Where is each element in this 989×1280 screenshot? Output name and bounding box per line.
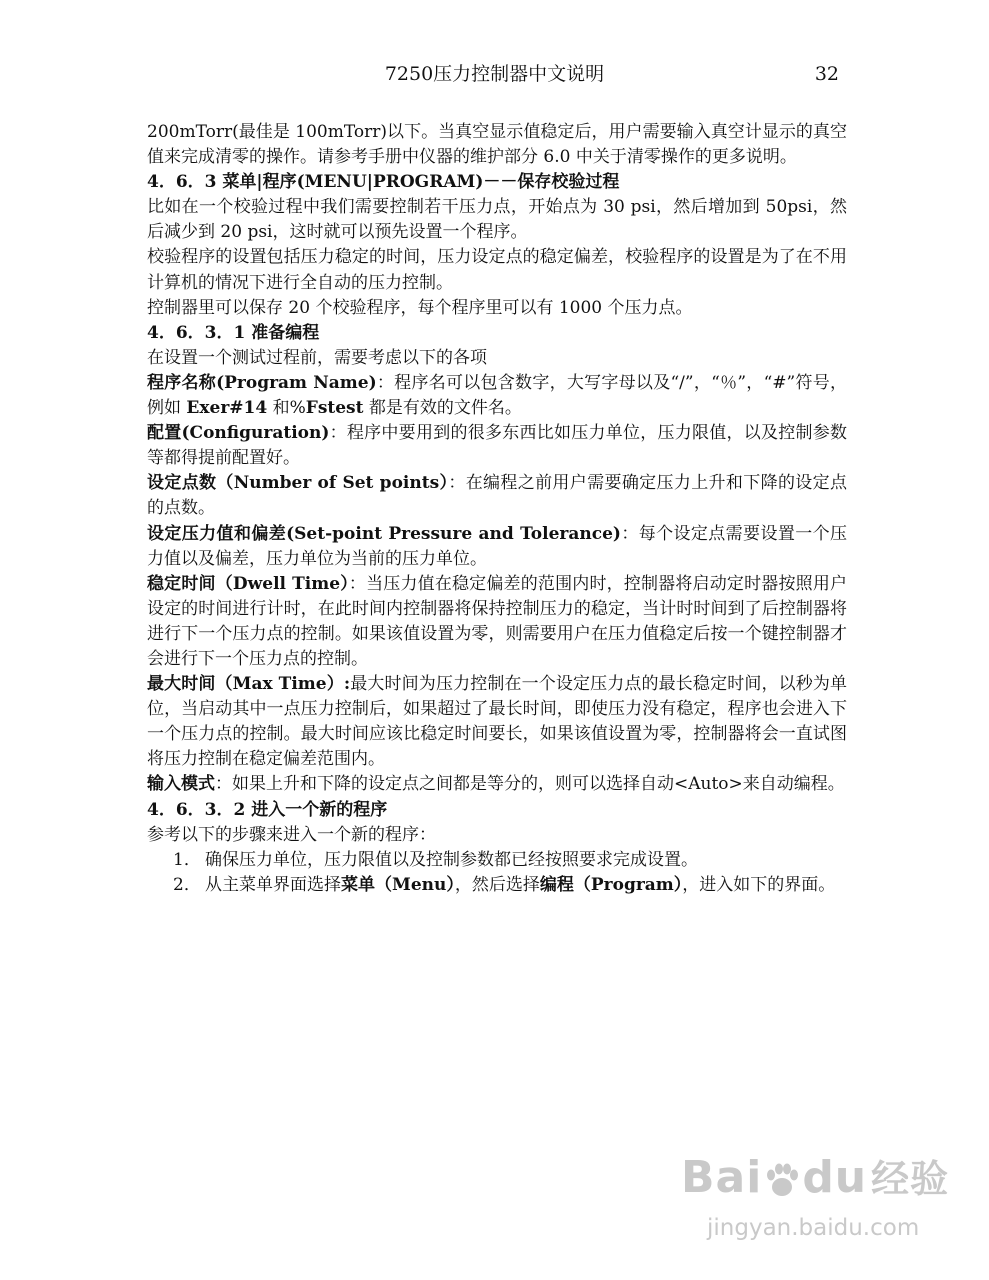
- bold-term: 程序名称(Program Name): [147, 372, 377, 393]
- text-run: 在设置一个测试过程前，需要考虑以下的各项: [147, 347, 487, 368]
- paragraph: [147, 120, 847, 170]
- bold-term: 稳定时间（Dwell Time）: [147, 573, 349, 594]
- bold-term: 编程（Program）: [539, 874, 683, 895]
- text-run: ：当压力值在稳定偏差的范围内时，控制器将启动定时器按照用户设定的时间进行计时，在此时间内控制器将保持控制压力的稳定，当计时时间到了后控制器将进行下一个压力点的控制。如果该值设置为零，则需要用户在压力值稳定后按一个键控制器才会进行下一个压力点的控制。: [147, 573, 847, 669]
- text-run: ，进入如下的界面。: [682, 874, 836, 895]
- paragraph-list: [147, 120, 847, 848]
- paragraph: [147, 471, 847, 521]
- paragraph: [147, 346, 847, 371]
- text-run: 校验程序的设置包括压力稳定的时间，压力设定点的稳定偏差，校验程序的设置是为了在不用计算机的情况下进行全自动的压力控制。: [147, 247, 847, 293]
- section-heading: [147, 170, 847, 195]
- text-run: 200mTorr(最佳是 100mTorr)以下。当真空显示值稳定后，用户需要输入真空计显示的真空值来完成清零的操作。请参考手册中仪器的维护部分 6.0 中关于清零操作的更多说明。: [147, 122, 847, 168]
- bold-term: 最大时间（Max Time）:: [147, 674, 351, 695]
- text-run: 4．6．3 菜单|程序(MENU|PROGRAM)－－保存校验过程: [147, 172, 620, 193]
- step-item: [147, 873, 847, 898]
- page-number: 32: [814, 63, 839, 85]
- text-run: ：在编程之前用户需要确定压力上升和下降的设定点的点数。: [147, 473, 847, 519]
- bold-term: 设定点数（Number of Set points）: [147, 473, 449, 494]
- text-run: 4．6．3．2 进入一个新的程序: [147, 799, 388, 820]
- text-run: 参考以下的步骤来进入一个新的程序：: [147, 824, 436, 845]
- bold-term: Fstest: [305, 398, 364, 419]
- text-run: 从主菜单界面选择: [205, 874, 341, 895]
- baidu-jingyan-watermark: [681, 1148, 950, 1258]
- bold-term: Exer#14: [186, 398, 268, 419]
- paragraph: [147, 672, 847, 772]
- paragraph: [147, 522, 847, 572]
- step-number: 2．: [173, 874, 201, 895]
- watermark-url: jingyan.baidu.com: [707, 1215, 920, 1241]
- section-heading: [147, 798, 847, 823]
- step-item: [147, 848, 847, 873]
- step-text: [205, 873, 847, 898]
- step-list: [147, 848, 847, 898]
- paragraph: [147, 245, 847, 295]
- paragraph: [147, 195, 847, 245]
- bold-term: 菜单（Menu）: [341, 874, 455, 895]
- bold-term: 配置(Configuration): [147, 423, 330, 444]
- text-run: ：程序名可以包含数字，大写字母以及“/”，“％”，“#”符号，例如: [147, 372, 847, 419]
- text-run: ：如果上升和下降的设定点之间都是等分的，则可以选择自动<Auto>来自动编程。: [215, 774, 845, 795]
- text-run: 最大时间为压力控制在一个设定压力点的最长稳定时间，以秒为单位，当启动其中一点压力控制后，如果超过了最长时间，即使压力没有稳定，程序也会进入下一个压力点的控制。最大时间应该比稳定时间要长，如果该值设置为零，控制器将会一直试图将压力控制在稳定偏差范围内。: [147, 674, 847, 770]
- document-body: [147, 120, 847, 898]
- step-number: 1．: [173, 849, 201, 870]
- text-run: 比如在一个校验过程中我们需要控制若干压力点，开始点为 30 psi，然后增加到 50psi，然后减少到 20 psi，这时就可以预先设置一个程序。: [147, 197, 847, 243]
- text-run: 控制器里可以保存 20 个校验程序，每个程序里可以有 1000 个压力点。: [147, 297, 693, 318]
- paragraph: [147, 421, 847, 471]
- paragraph: [147, 371, 847, 421]
- bold-term: 设定压力值和偏差(Set-point Pressure and Tolerance): [147, 523, 621, 544]
- text-run: 4．6．3．1 准备编程: [147, 322, 320, 343]
- document-title: 7250压力控制器中文说明: [384, 63, 605, 85]
- text-run: ：每个设定点需要设置一个压力值以及偏差，压力单位为当前的压力单位。: [147, 523, 847, 569]
- bold-term: 输入模式: [147, 774, 215, 795]
- paragraph: [147, 823, 847, 848]
- paw-icon: [762, 1160, 802, 1200]
- text-run: 都是有效的文件名。: [363, 398, 522, 419]
- watermark-logo: Bai du 经验: [681, 1152, 950, 1203]
- paragraph: [147, 572, 847, 672]
- text-run: ，然后选择: [454, 874, 540, 895]
- text-run: ：程序中要用到的很多东西比如压力单位，压力限值，以及控制参数等都得提前配置好。: [147, 423, 848, 469]
- section-heading: [147, 321, 847, 346]
- text-run: 和%: [267, 398, 306, 419]
- step-text: [205, 848, 847, 873]
- text-run: 确保压力单位，压力限值以及控制参数都已经按照要求完成设置。: [205, 849, 698, 870]
- paragraph: [147, 296, 847, 321]
- paragraph: [147, 772, 847, 797]
